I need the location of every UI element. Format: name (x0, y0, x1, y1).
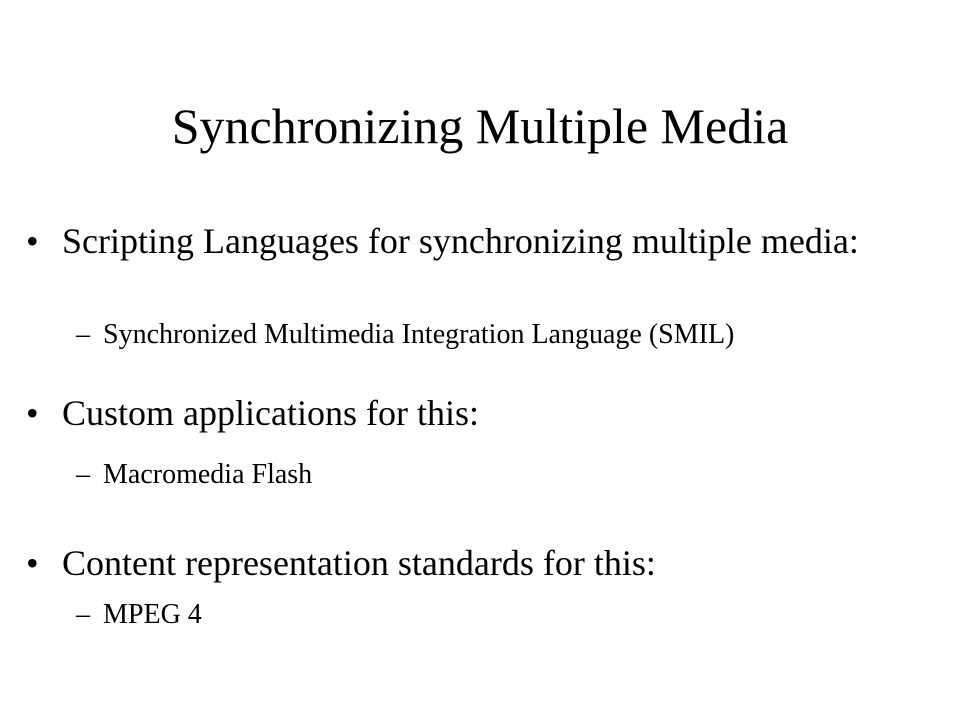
bullet-text: Scripting Languages for synchronizing multiple media: (62, 221, 859, 261)
sub-bullet-text: MPEG 4 (103, 599, 202, 630)
dash-icon: – (76, 459, 90, 490)
sub-bullet-item (76, 458, 956, 492)
sub-bullet-item (76, 318, 956, 352)
bullet-dot-icon: • (26, 543, 39, 583)
bullet-text: Content representation standards for this: (62, 543, 656, 583)
sub-bullet-text: Macromedia Flash (103, 459, 313, 490)
sub-bullet-item (76, 598, 956, 632)
sub-bullet-text: Synchronized Multimedia Integration Language (SMIL) (103, 319, 735, 350)
bullet-text: Custom applications for this: (62, 393, 479, 433)
bullet-item (26, 542, 926, 584)
dash-icon: – (76, 319, 90, 350)
dash-icon: – (76, 599, 90, 630)
bullet-item (26, 392, 926, 434)
bullet-dot-icon: • (26, 221, 39, 261)
bullet-dot-icon: • (26, 393, 39, 433)
slide-title: Synchronizing Multiple Media (171, 98, 789, 154)
bullet-item (26, 220, 926, 262)
